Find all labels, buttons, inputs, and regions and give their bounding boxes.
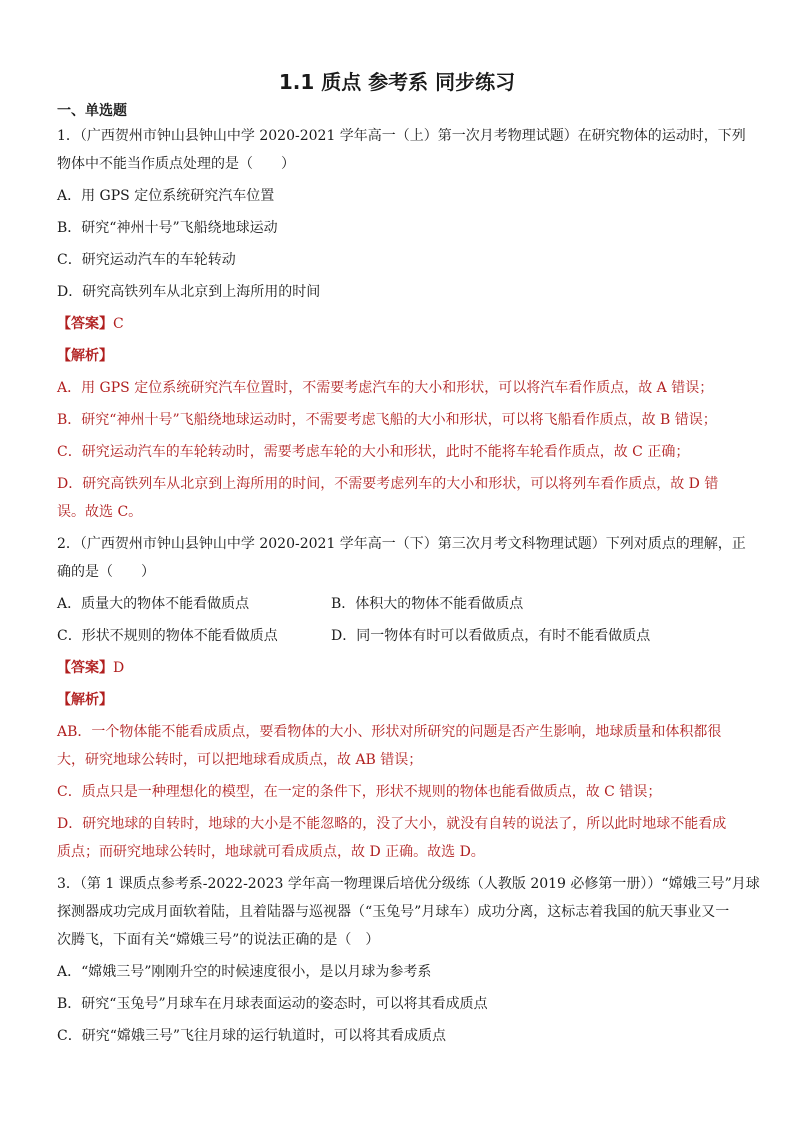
- question-3-option-b: B．研究“玉兔号”月球车在月球表面运动的姿态时，可以将其看成质点: [57, 996, 488, 1012]
- question-2-option-c: C．形状不规则的物体不能看做质点: [57, 628, 278, 644]
- question-3-stem-line: 次腾飞，下面有关“嫦娥三号”的说法正确的是（ ）: [57, 932, 380, 948]
- answer-tag: 【答案】: [57, 316, 113, 332]
- question-1-analysis-line: B．研究“神州十号”飞船绕地球运动时，不需要考虑飞船的大小和形状，可以将飞船看作质点，故 B 错误；: [57, 412, 717, 428]
- question-2-option-b: B．体积大的物体不能看做质点: [331, 596, 524, 612]
- question-1-analysis-line: A．用 GPS 定位系统研究汽车位置时，不需要考虑汽车的大小和形状，可以将汽车看作质点，故 A 错误；: [57, 380, 714, 396]
- question-2-option-a: A．质量大的物体不能看做质点: [57, 596, 250, 612]
- question-2-options-row-1: [57, 594, 729, 614]
- question-2-options-row-2: [57, 626, 729, 646]
- question-3-stem-line: 探测器成功完成月面软着陆，且着陆器与巡视器（“玉兔号”月球车）成功分离，这标志着我国的航天事业又一: [57, 904, 730, 920]
- question-2-stem-line-1: 2．（广西贺州市钟山县钟山中学 2020-2021 学年高一（下）第三次月考文科物理试题）下列对质点的理解，正: [57, 536, 746, 552]
- question-2-option-d: D．同一物体有时可以看做质点，有时不能看做质点: [331, 628, 651, 644]
- question-1-analysis-line: D．研究高铁列车从北京到上海所用的时间，不需要考虑列车的大小和形状，可以将列车看作质点，故 D 错: [57, 476, 719, 492]
- question-2: [57, 534, 746, 862]
- question-1: [57, 126, 746, 522]
- page-title: 1.1 质点 参考系 同步练习: [278, 70, 516, 94]
- question-1-stem-line-2: 物体中不能当作质点处理的是（ ）: [57, 156, 295, 172]
- question-2-analysis-line: AB．一个物体能不能看成质点，要看物体的大小、形状对所研究的问题是否产生影响，地球质量和体积都很: [57, 724, 722, 740]
- question-3-stem-line: 3．（第 1 课质点参考系-2022-2023 学年高一物理课后培优分级练（人教版 2019 必修第一册））“嫦娥三号”月球: [57, 876, 760, 892]
- question-2-analysis-line: 大，研究地球公转时，可以把地球看成质点，故 AB 错误；: [57, 752, 423, 768]
- question-2-analysis-line: C．质点只是一种理想化的模型，在一定的条件下，形状不规则的物体也能看做质点，故 C 错误；: [57, 784, 662, 800]
- question-1-option-d: D．研究高铁列车从北京到上海所用的时间: [57, 284, 321, 300]
- question-3-option-c: C．研究“嫦娥三号”飞往月球的运行轨道时，可以将其看成质点: [57, 1028, 447, 1044]
- question-1-answer: [57, 314, 729, 334]
- question-2-analysis-tag: [57, 690, 729, 710]
- question-3-option-a: A．“嫦娥三号”刚刚升空的时候速度很小，是以月球为参考系: [57, 964, 432, 980]
- answer-value: D: [113, 660, 125, 676]
- question-2-stem-line-2: 确的是（ ）: [57, 564, 155, 580]
- question-list: [57, 126, 760, 1058]
- question-1-analysis-line: 误。故选 C。: [57, 504, 143, 520]
- question-2-analysis-line: 质点；而研究地球公转时，地球就可看成质点，故 D 正确。故选 D。: [57, 844, 485, 860]
- question-2-answer: [57, 658, 729, 678]
- answer-value: C: [113, 316, 124, 332]
- analysis-tag: 【解析】: [57, 692, 113, 708]
- question-1-option-c: C．研究运动汽车的车轮转动: [57, 252, 236, 268]
- question-2-analysis-line: D．研究地球的自转时，地球的大小是不能忽略的，没了大小，就没有自转的说法了，所以此时地球不能看成: [57, 816, 727, 832]
- question-3: [57, 874, 760, 1046]
- question-1-option-a: A．用 GPS 定位系统研究汽车位置: [57, 188, 275, 204]
- question-1-analysis-line: C．研究运动汽车的车轮转动时，需要考虑车轮的大小和形状，此时不能将车轮看作质点，故 C 正确；: [57, 444, 690, 460]
- analysis-tag: 【解析】: [57, 348, 113, 364]
- question-1-stem-line-1: 1．（广西贺州市钟山县钟山中学 2020-2021 学年高一（上）第一次月考物理试题）在研究物体的运动时，下列: [57, 128, 746, 144]
- answer-tag: 【答案】: [57, 660, 113, 676]
- question-1-analysis-tag: [57, 346, 729, 366]
- section-heading: 一、单选题: [57, 103, 127, 119]
- question-1-option-b: B．研究“神州十号”飞船绕地球运动: [57, 220, 278, 236]
